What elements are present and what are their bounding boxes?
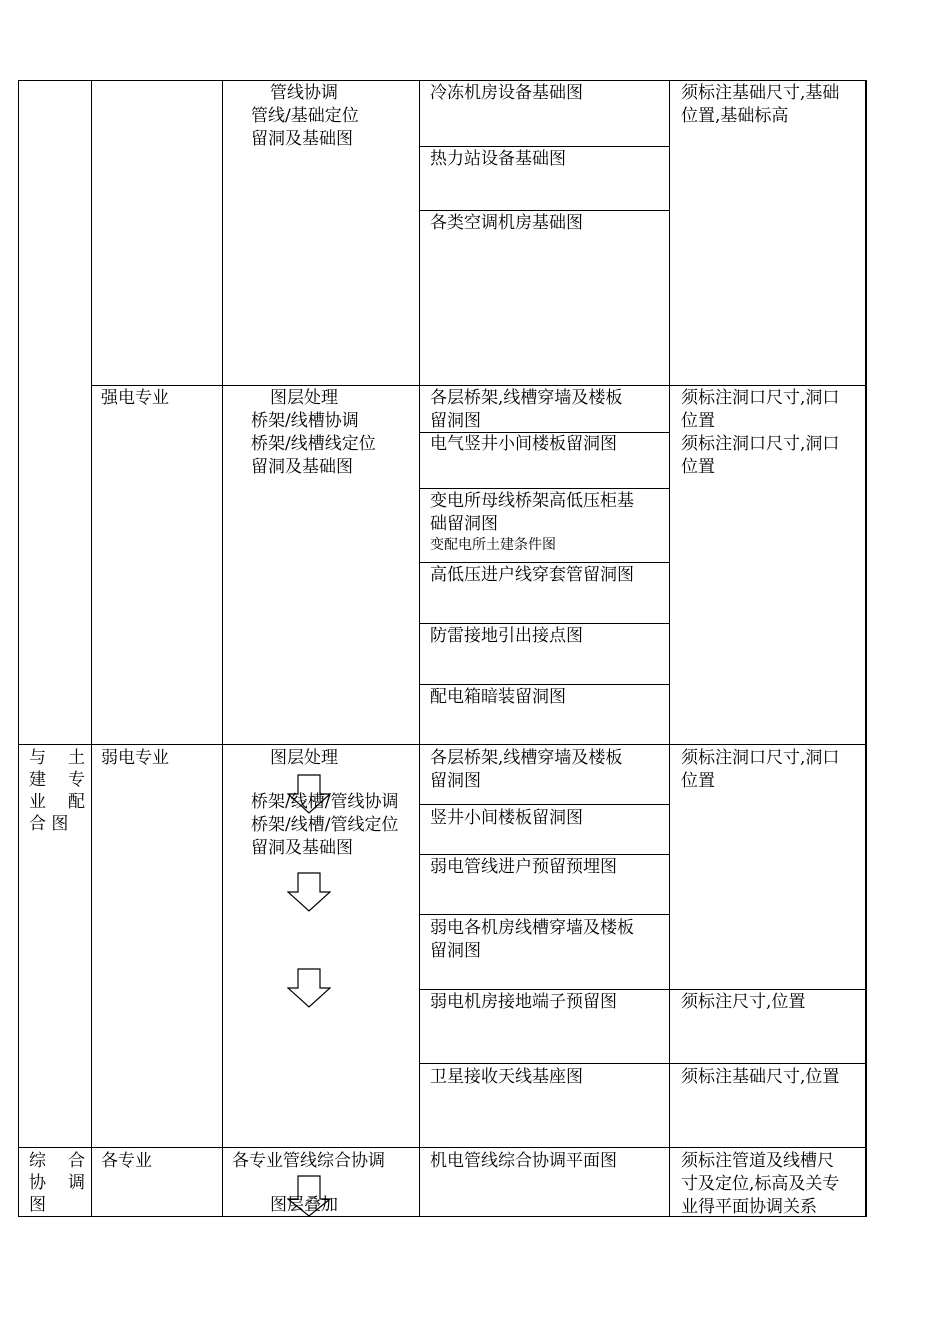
down-arrow-icon <box>287 1175 331 1217</box>
process-line: 图层处理 <box>270 388 338 408</box>
requirement-line: 位置,基础标高 <box>681 106 789 126</box>
drawing-item: 弱电各机房线槽穿墙及楼板 <box>430 918 634 938</box>
category-label: 综 合 协 调 图 <box>29 1151 85 1215</box>
drawing-item: 竖井小间楼板留洞图 <box>430 808 583 828</box>
requirement-line: 须标注洞口尺寸,洞口 <box>681 388 840 408</box>
requirement-line: 须标注洞口尺寸,洞口 <box>681 434 840 454</box>
down-arrow-icon <box>287 872 331 912</box>
drawing-item: 配电箱暗装留洞图 <box>430 687 566 707</box>
process-line: 桥架/线槽/管线定位 <box>251 815 399 835</box>
category-label: 与 土 建 专 业 配 合 图 <box>29 748 85 834</box>
drawing-item: 弱电管线进户预留预埋图 <box>430 857 617 877</box>
process-line: 留洞及基础图 <box>251 129 353 149</box>
requirement-line: 位置 <box>681 411 715 431</box>
process-line: 图层叠加 <box>270 1195 338 1215</box>
drawing-item: 电气竖井小间楼板留洞图 <box>430 434 617 454</box>
requirement-line: 须标注基础尺寸,基础 <box>681 83 840 103</box>
drawing-item: 留洞图 <box>430 411 481 431</box>
process-line: 各专业管线综合协调 <box>232 1151 385 1171</box>
drawing-item: 各类空调机房基础图 <box>430 213 583 233</box>
requirement-line: 须标注基础尺寸,位置 <box>681 1067 840 1087</box>
requirement-line: 业得平面协调关系 <box>681 1197 817 1217</box>
requirement-line: 须标注尺寸,位置 <box>681 992 806 1012</box>
requirement-line: 须标注洞口尺寸,洞口 <box>681 748 840 768</box>
down-arrow-icon <box>287 968 331 1008</box>
process-line: 管线协调 <box>270 83 338 103</box>
process-line: 桥架/线槽/管线协调 <box>251 792 399 812</box>
drawing-item: 高低压进户线穿套管留洞图 <box>430 565 634 585</box>
drawing-item: 弱电机房接地端子预留图 <box>430 992 617 1012</box>
drawing-item: 热力站设备基础图 <box>430 149 566 169</box>
specialty-label: 强电专业 <box>101 388 169 408</box>
process-line: 管线/基础定位 <box>251 106 359 126</box>
specialty-label: 各专业 <box>101 1151 152 1171</box>
process-line: 留洞及基础图 <box>251 838 353 858</box>
down-arrow-icon <box>287 774 331 814</box>
drawing-item: 变电所母线桥架高低压柜基 <box>430 491 634 511</box>
drawing-item: 留洞图 <box>430 941 481 961</box>
requirement-line: 须标注管道及线槽尺 <box>681 1151 834 1171</box>
drawing-item: 留洞图 <box>430 771 481 791</box>
process-line: 图层处理 <box>270 748 338 768</box>
drawing-item: 防雷接地引出接点图 <box>430 626 583 646</box>
drawing-item: 机电管线综合协调平面图 <box>430 1151 617 1171</box>
requirement-line: 位置 <box>681 457 715 477</box>
process-line: 桥架/线槽线定位 <box>251 434 376 454</box>
drawing-item: 各层桥架,线槽穿墙及楼板 <box>430 388 623 408</box>
specialty-label: 弱电专业 <box>101 748 169 768</box>
process-line: 桥架/线槽协调 <box>251 411 359 431</box>
drawing-note: 变配电所土建条件图 <box>430 537 556 553</box>
drawing-item: 各层桥架,线槽穿墙及楼板 <box>430 748 623 768</box>
requirement-line: 寸及定位,标高及关专 <box>681 1174 840 1194</box>
drawing-item: 卫星接收天线基座图 <box>430 1067 583 1087</box>
process-line: 留洞及基础图 <box>251 457 353 477</box>
requirement-line: 位置 <box>681 771 715 791</box>
drawing-item: 础留洞图 <box>430 514 498 534</box>
drawing-item: 冷冻机房设备基础图 <box>430 83 583 103</box>
